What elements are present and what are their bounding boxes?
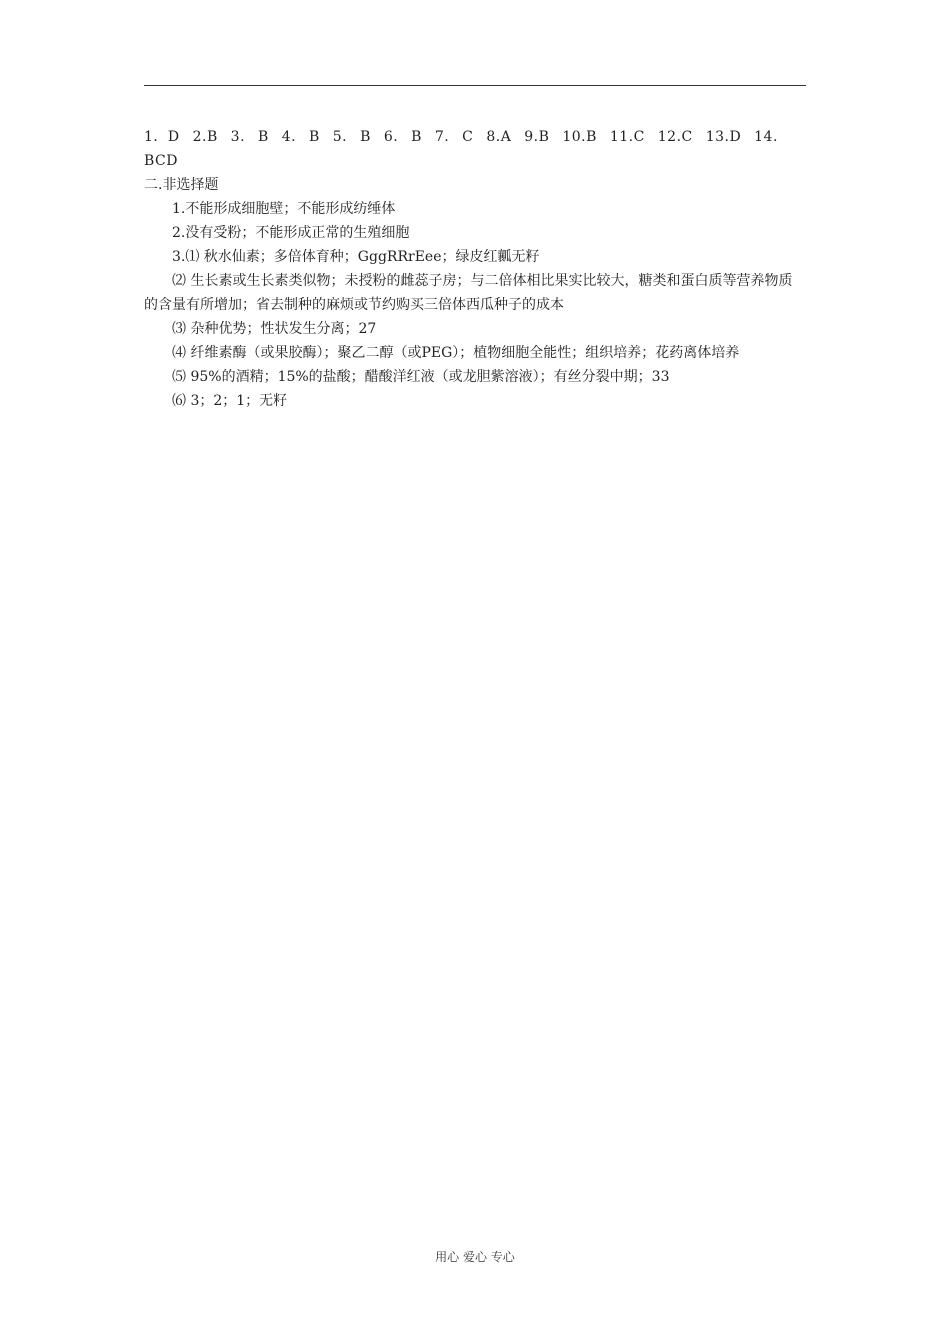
answer-item-3-3: ⑶ 杂种优势；性状发生分离；27 — [172, 321, 377, 337]
answer-item-2: 2.没有受粉；不能形成正常的生殖细胞 — [172, 225, 410, 241]
answer-item-3-2: ⑵ 生长素或生长素类似物；未授粉的雌蕊子房；与二倍体相比果实比较大，糖类和蛋白质等营养物质的含量有所增加；省去制种的麻烦或节约购买三倍体西瓜种子的成本 — [144, 273, 793, 313]
page-footer: 用心 爱心 专心 — [435, 1250, 515, 1264]
document-body — [144, 125, 806, 413]
answer-item-3-4: ⑷ 纤维素酶（或果胶酶）；聚乙二醇（或PEG）；植物细胞全能性；组织培养；花药离体培养 — [172, 345, 740, 361]
header-rule — [144, 85, 806, 86]
answer-item-1: 1.不能形成细胞壁；不能形成纺缍体 — [172, 201, 396, 217]
answer-item-3-1: 3.⑴ 秋水仙素；多倍体育种；GggRRrEee；绿皮红瓤无籽 — [172, 249, 540, 265]
answer-item-3-6: ⑹ 3；2；1；无籽 — [172, 393, 288, 409]
answer-item-3-5: ⑸ 95%的酒精；15%的盐酸；醋酸洋红液（或龙胆紫溶液）；有丝分裂中期；33 — [172, 369, 670, 385]
choice-answers: 1．D 2.B 3. B 4. B 5. B 6. B 7. C 8.A 9.B 10.B 11.C 12.C 13.D 14. BCD — [144, 129, 778, 169]
section-title: 二.非选择题 — [144, 177, 219, 193]
